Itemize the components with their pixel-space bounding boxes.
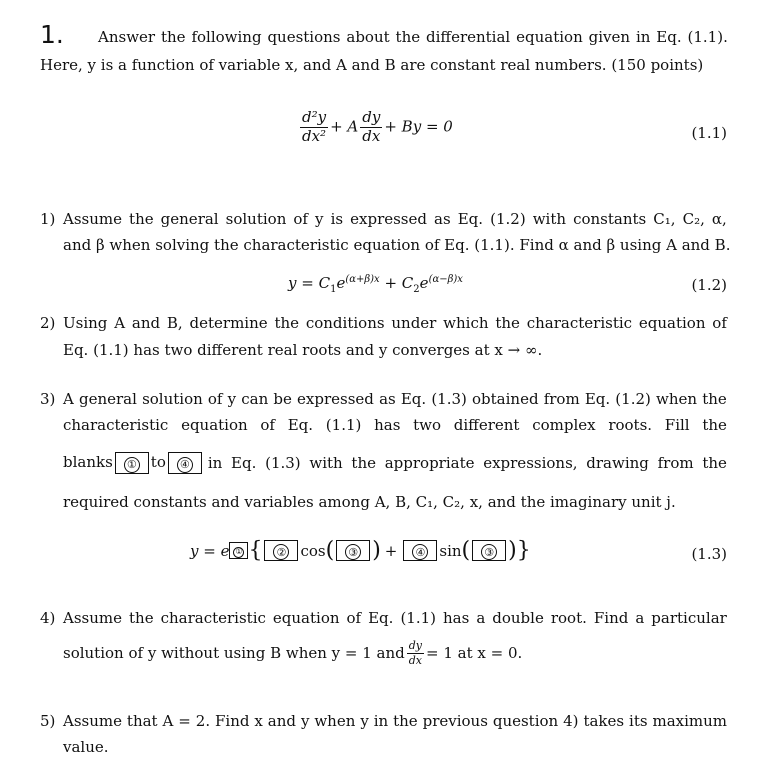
question-2-label: 2)	[40, 314, 56, 332]
question-5-line2: value.	[63, 738, 109, 756]
question-2-line1: Using A and B, determine the conditions under which the characteristic equation of	[63, 314, 727, 332]
blank-4-box-eq: ④	[403, 540, 437, 562]
problem-intro-line2: Here, y is a function of variable x, and A and B are constant real numbers. (150 points)	[40, 56, 704, 74]
question-2-line2: Eq. (1.1) has two different real roots and y converges at x → ∞.	[63, 341, 543, 359]
blank-3-box-sin: ③	[472, 540, 506, 562]
question-1-label: 1)	[40, 210, 56, 228]
question-4-line1: Assume the characteristic equation of Eq. (1.1) has a double root. Find a particular	[63, 609, 727, 627]
question-4-label: 4)	[40, 609, 56, 627]
fraction-d2y-dx2: $\frac{\text{d²y}}{\text{dx²}}$	[302, 108, 327, 145]
question-1-line1: Assume the general solution of y is expressed as Eq. (1.2) with constants C₁, C₂, α,	[63, 210, 727, 228]
equation-1-2: $y = C_1e^{(\alpha+\beta)x} + C_2e^{(\alpha-\beta)x}$	[288, 274, 463, 295]
equation-1-1: $\frac{\text{d²y}}{\text{dx²}}$ + A $\frac{dy}{dx}$ + By = 0	[302, 108, 453, 145]
equation-1-3: y = e ① { ② cos ( ③ ) + ④ sin ( ③ ) }	[190, 538, 531, 563]
blank-1-box: ①	[115, 452, 149, 474]
exponent-blank-1: ①	[229, 542, 248, 559]
question-3-line1: A general solution of y can be expressed as Eq. (1.3) obtained from Eq. (1.2) when the	[63, 390, 727, 408]
problem-number: 1.	[40, 20, 64, 49]
question-4-line2: solution of y without using B when y = 1 and $\frac{dy}{dx}$ = 1 at x = 0.	[63, 639, 523, 667]
blank-2-box: ②	[264, 540, 298, 562]
fraction-dy-dx-small: $\frac{dy}{dx}$	[408, 639, 423, 667]
question-1-line2: and β when solving the characteristic equation of Eq. (1.1). Find α and β using A and B.	[63, 236, 731, 254]
question-3-line4: required constants and variables among A, B, C₁, C₂, x, and the imaginary unit j.	[63, 493, 676, 511]
equation-number-1-2: (1.2)	[691, 276, 727, 294]
blank-4-box: ④	[168, 452, 202, 474]
question-3-line3-text: in Eq. (1.3) with the appropriate expressions, drawing from the	[207, 453, 727, 472]
question-5-label: 5)	[40, 712, 56, 730]
question-5-line1: Assume that A = 2. Find x and y when y in the previous question 4) takes its maximum	[63, 712, 727, 730]
blank-3-box-cos: ③	[336, 540, 370, 562]
fraction-dy-dx: $\frac{dy}{dx}$	[362, 108, 381, 145]
equation-number-1-3: (1.3)	[691, 545, 727, 563]
problem-intro-line1: Answer the following questions about the differential equation given in Eq. (1.1).	[98, 28, 728, 46]
question-3-line2: characteristic equation of Eq. (1.1) has two different complex roots. Fill the	[63, 416, 727, 434]
question-3-line3: blanks ① to ④ in Eq. (1.3) with the appropriate expressions, drawing from the	[63, 452, 727, 472]
equation-number-1-1: (1.1)	[691, 124, 727, 142]
question-3-label: 3)	[40, 390, 56, 408]
